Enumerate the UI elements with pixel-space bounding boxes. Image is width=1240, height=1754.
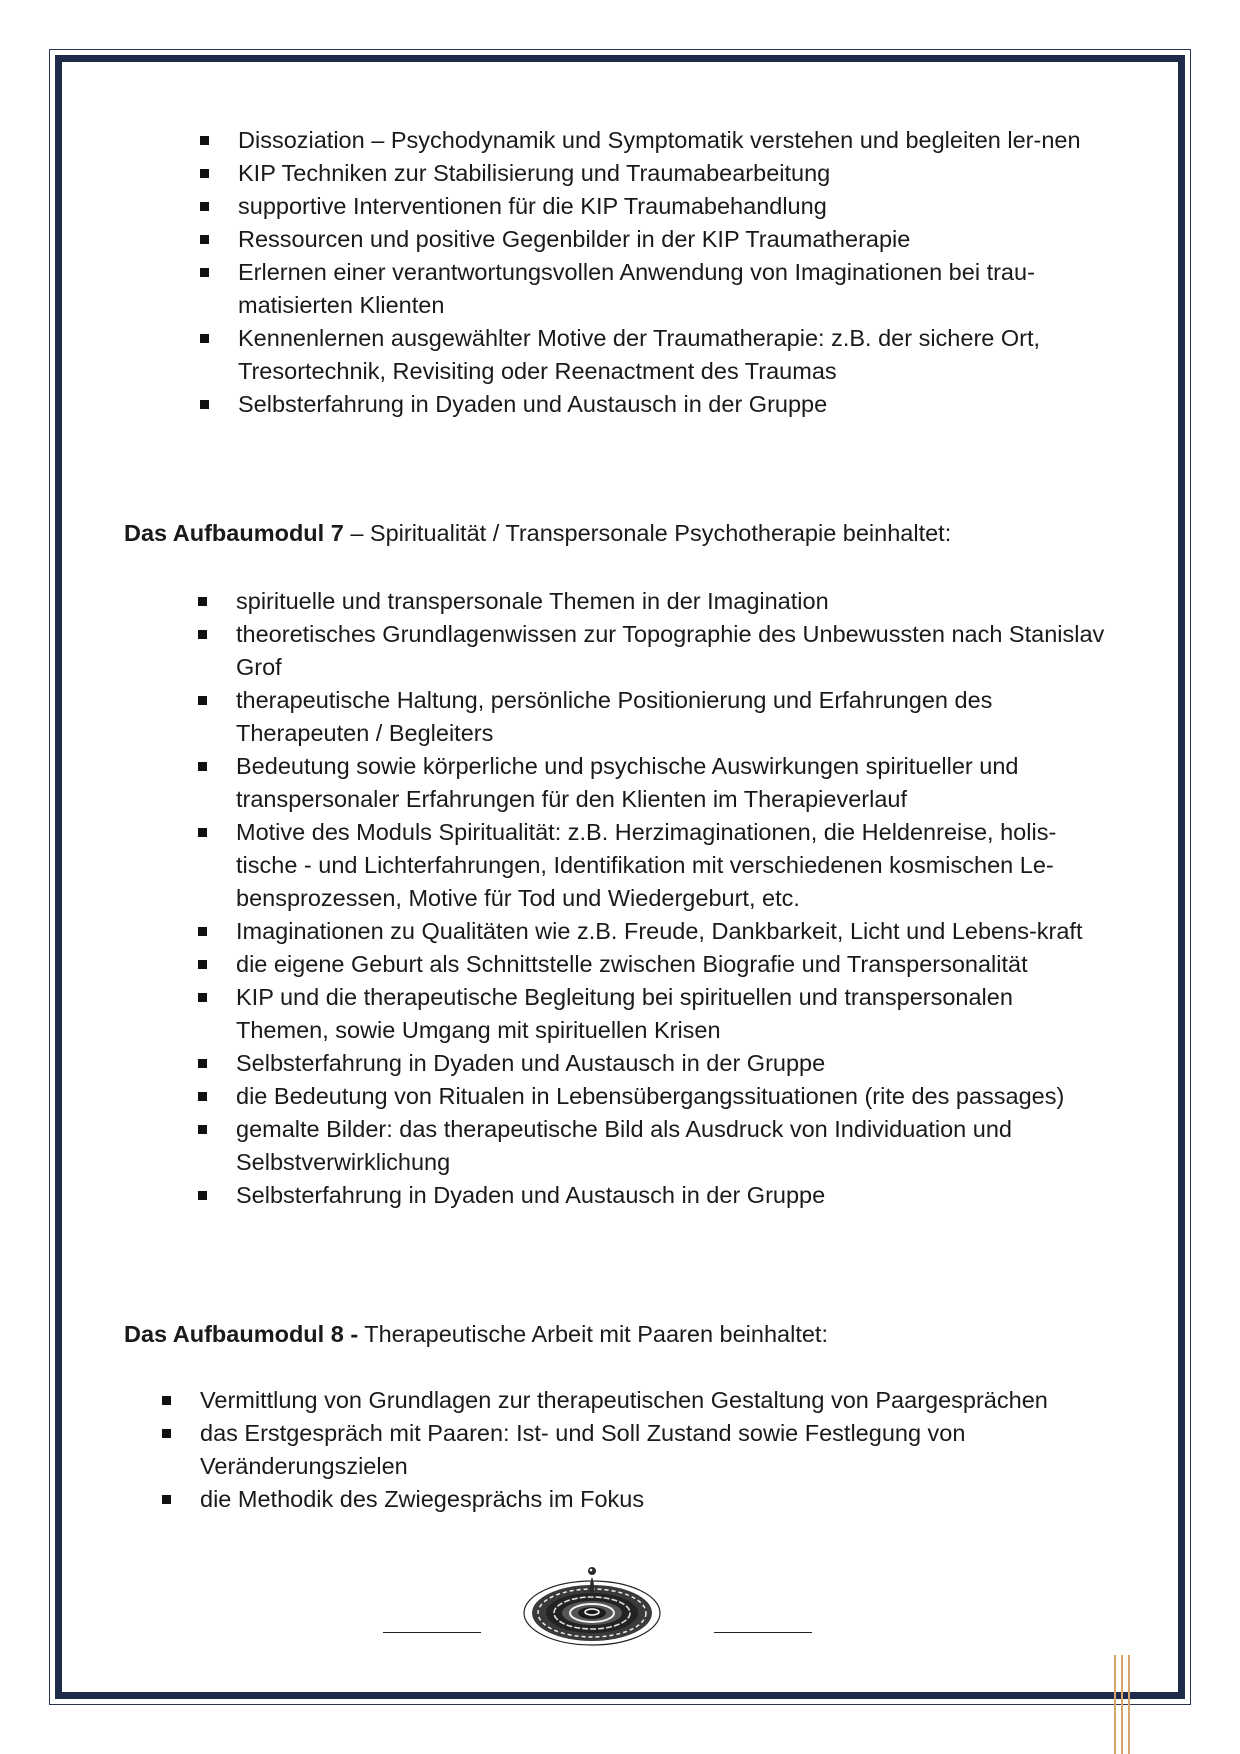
module8-list	[162, 1384, 1112, 1516]
bullet-square-icon	[200, 400, 209, 409]
bullet-square-icon	[162, 1429, 171, 1438]
list-item: Vermittlung von Grundlagen zur therapeutischen Gestaltung von Paargesprächen	[162, 1384, 1112, 1417]
bullet-square-icon	[162, 1495, 171, 1504]
bullet-square-icon	[198, 630, 207, 639]
logo-line-left	[383, 1632, 481, 1633]
list-item: Ressourcen und positive Gegenbilder in der KIP Traumatherapie	[200, 223, 1100, 256]
list-item: Selbsterfahrung in Dyaden und Austausch in der Gruppe	[198, 1179, 1110, 1212]
list-item: Motive des Moduls Spiritualität: z.B. Herzimaginationen, die Heldenreise, holis-tische - und Lichterfahrungen, Identifikation mit verschiedenen kosmischen Le-bensprozessen, Motive für Tod und Wiedergeburt, etc.	[198, 816, 1110, 915]
bullet-square-icon	[200, 169, 209, 178]
list-item: KIP und die therapeutische Begleitung bei spirituellen und transpersonalen Themen, sowie Umgang mit spirituellen Krisen	[198, 981, 1110, 1047]
list-item: das Erstgespräch mit Paaren: Ist- und Soll Zustand sowie Festlegung von Veränderungszielen	[162, 1417, 1112, 1483]
list-item: Dissoziation – Psychodynamik und Symptomatik verstehen und begleiten ler-nen	[200, 124, 1100, 157]
bullet-square-icon	[198, 1125, 207, 1134]
bullet-square-icon	[200, 235, 209, 244]
list-item: Selbsterfahrung in Dyaden und Austausch in der Gruppe	[198, 1047, 1110, 1080]
list-item: gemalte Bilder: das therapeutische Bild als Ausdruck von Individuation und Selbstverwirklichung	[198, 1113, 1110, 1179]
list-item: die eigene Geburt als Schnittstelle zwischen Biografie und Transpersonalität	[198, 948, 1110, 981]
list-item: therapeutische Haltung, persönliche Positionierung und Erfahrungen des Therapeuten / Begleiters	[198, 684, 1110, 750]
bullet-square-icon	[198, 696, 207, 705]
bullet-square-icon	[198, 1092, 207, 1101]
list-item: Kennenlernen ausgewählter Motive der Traumatherapie: z.B. der sichere Ort, Tresortechnik, Revisiting oder Reenactment des Traumas	[200, 322, 1100, 388]
list-item: Imaginationen zu Qualitäten wie z.B. Freude, Dankbarkeit, Licht und Lebens-kraft	[198, 915, 1110, 948]
list-item: die Bedeutung von Ritualen in Lebensübergangssituationen (rite des passages)	[198, 1080, 1110, 1113]
list-item: KIP Techniken zur Stabilisierung und Traumabearbeitung	[200, 157, 1100, 190]
bullet-square-icon	[198, 1191, 207, 1200]
module7-heading: Das Aufbaumodul 7 – Spiritualität / Transpersonale Psychotherapie beinhaltet:	[124, 520, 952, 546]
logo-line-right	[714, 1632, 812, 1633]
module8-heading: Das Aufbaumodul 8 - Therapeutische Arbeit mit Paaren beinhaltet:	[124, 1321, 828, 1347]
bullet-square-icon	[200, 202, 209, 211]
bullet-square-icon	[198, 927, 207, 936]
section1-list	[200, 124, 1100, 421]
bullet-square-icon	[198, 597, 207, 606]
bullet-square-icon	[198, 960, 207, 969]
bullet-square-icon	[198, 828, 207, 837]
bullet-square-icon	[198, 1059, 207, 1068]
bullet-square-icon	[198, 762, 207, 771]
list-item: supportive Interventionen für die KIP Traumabehandlung	[200, 190, 1100, 223]
list-item: die Methodik des Zwiegesprächs im Fokus	[162, 1483, 1112, 1516]
bullet-square-icon	[200, 268, 209, 277]
module7-list	[198, 585, 1110, 1212]
water-drop-ripple-icon	[522, 1563, 662, 1653]
bullet-square-icon	[198, 993, 207, 1002]
list-item: theoretisches Grundlagenwissen zur Topographie des Unbewussten nach Stanislav Grof	[198, 618, 1110, 684]
list-item: Selbsterfahrung in Dyaden und Austausch in der Gruppe	[200, 388, 1100, 421]
bullet-square-icon	[200, 136, 209, 145]
bullet-square-icon	[162, 1396, 171, 1405]
list-item: Erlernen einer verantwortungsvollen Anwendung von Imaginationen bei trau-matisierten Klienten	[200, 256, 1100, 322]
gold-corner-lines	[1112, 1655, 1132, 1754]
list-item: Bedeutung sowie körperliche und psychische Auswirkungen spiritueller und transpersonaler Erfahrungen für den Klienten im Therapieverlauf	[198, 750, 1110, 816]
list-item: spirituelle und transpersonale Themen in der Imagination	[198, 585, 1110, 618]
bullet-square-icon	[200, 334, 209, 343]
